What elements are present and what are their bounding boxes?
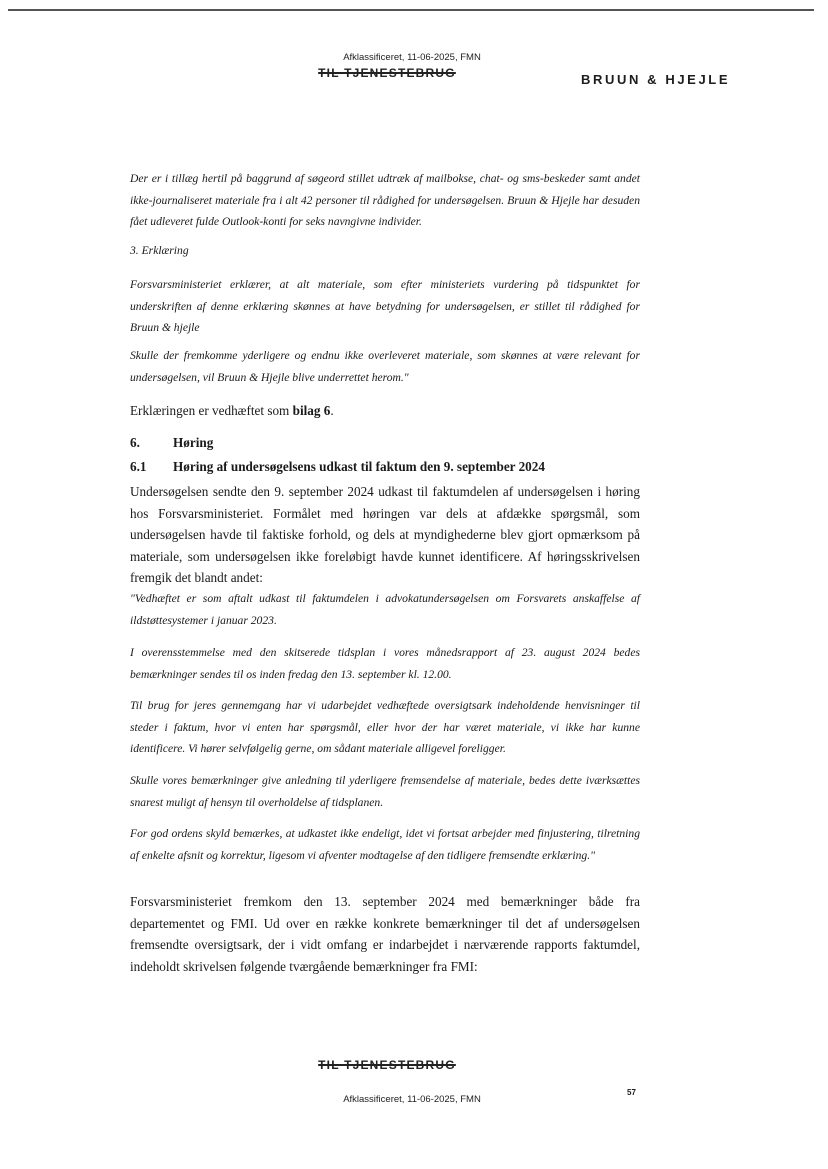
quote-hearing-2: I overensstemmelse med den skitserede tidsplan i vores månedsrapport af 23. august 2024 bedes bemærkninger sendes til os inden fredag den 13. september kl. 12.00. xyxy=(130,646,640,681)
attachment-bilag: bilag 6 xyxy=(292,403,331,418)
footer-restriction: TIL TJENESTEBRUG xyxy=(318,1058,456,1072)
quote-heading: 3. Erklæring xyxy=(130,244,189,257)
quote-hearing-4: Skulle vores bemærkninger give anledning til yderligere fremsendelse af materiale, bedes dette iværksættes snarest muligt af hensyn til overholdelse af tidsplanen. xyxy=(130,774,640,809)
attachment-note xyxy=(130,400,640,422)
header-classification: Afklassificeret, 11-06-2025, FMN xyxy=(343,52,481,63)
section-number: 6. xyxy=(130,435,140,450)
section-heading xyxy=(130,435,213,451)
section-title: Høring xyxy=(173,435,214,450)
quote-hearing-1: "Vedhæftet er som aftalt udkast til faktumdelen i advokatundersøgelsen om Forsvarets anskaffelse af ildstøttesystemer i januar 2023. xyxy=(130,592,640,627)
scan-top-edge xyxy=(8,9,814,11)
subsection-title: Høring af undersøgelsens udkast til faktum den 9. september 2024 xyxy=(173,459,545,474)
subsection-number: 6.1 xyxy=(130,459,147,474)
quote-intro: Der er i tillæg hertil på baggrund af søgeord stillet udtræk af mailbokse, chat- og sms-beskeder samt andet ikke-journaliseret materiale fra i alt 42 personer til rådighed for undersøgelsen. Bruun & Hjejle har desuden fået udleveret fulde Outlook-konti for seks navngivne individer. xyxy=(130,172,640,228)
attachment-prefix: Erklæringen er vedhæftet som xyxy=(130,403,293,418)
quote-further: Skulle der fremkomme yderligere og endnu ikke overleveret materiale, som skønnes at være relevant for undersøgelsen, vil Bruun & Hjejle blive underrettet herom." xyxy=(130,349,640,384)
footer-classification: Afklassificeret, 11-06-2025, FMN xyxy=(343,1094,481,1105)
company-logo: BRUUN & HJEJLE xyxy=(581,72,731,87)
paragraph-response: Forsvarsministeriet fremkom den 13. september 2024 med bemærkninger både fra departementet og FMI. Ud over en række konkrete bemærkninger til det af undersøgelsen fremsendte oversigtsark, der i vidt omfang er indarbejdet i nærværende rapports faktumdel, indeholdt skrivelsen følgende tværgående bemærkninger fra FMI: xyxy=(130,894,640,974)
header-restriction: TIL TJENESTEBRUG xyxy=(318,66,456,80)
subsection-heading xyxy=(130,459,545,475)
paragraph-hearing: Undersøgelsen sendte den 9. september 2024 udkast til faktumdelen af undersøgelsen i høring hos Forsvarsministeriet. Formålet med høringen var dels at afdække spørgsmål, som undersøgelsen havde til faktiske forhold, og dels at myndighederne blev gjort opmærksom på materiale, som undersøgelsen ikke foreløbigt havde kunnet identificere. Af høringsskrivelsen fremgik det blandt andet: xyxy=(130,484,640,585)
quote-declaration: Forsvarsministeriet erklærer, at alt materiale, som efter ministeriets vurdering på tidspunktet for underskriften af denne erklæring skønnes at have betydning for undersøgelsen, er stillet til rådighed for Bruun & hjejle xyxy=(130,278,640,334)
quote-hearing-5: For god ordens skyld bemærkes, at udkastet ikke endeligt, idet vi fortsat arbejder med finjustering, tilretning af enkelte afsnit og korrektur, ligesom vi afventer modtagelse af den tidligere fremsendte erklæring." xyxy=(130,827,640,862)
page-number: 57 xyxy=(627,1088,636,1097)
attachment-suffix: . xyxy=(330,403,334,418)
quote-hearing-3: Til brug for jeres gennemgang har vi udarbejdet vedhæftede oversigtsark indeholdende henvisninger til steder i faktum, hvor vi enten har spørgsmål, eller hvor der har været materiale, vi ikke har kunne identificere. Vi hører selvfølgelig gerne, om sådant materiale alligevel foreligger. xyxy=(130,699,640,755)
